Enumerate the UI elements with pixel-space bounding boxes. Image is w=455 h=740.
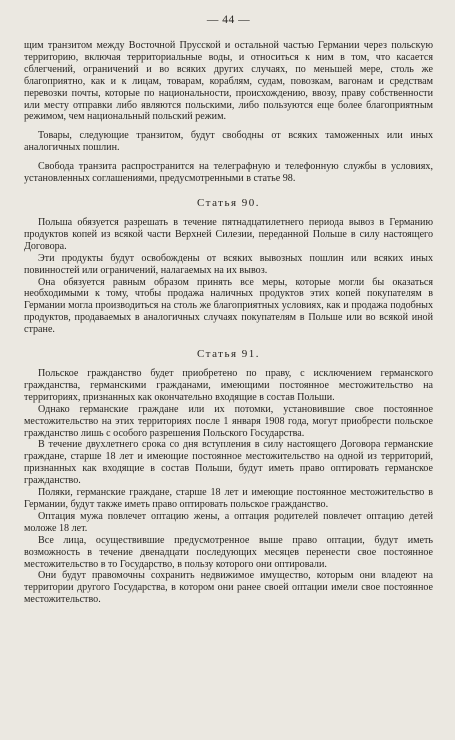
article-90-paragraph-1: Польша обязуется разрешать в течение пятнадцатилетнего периода вывоз в Германию продуктов копей из всякой части Верхней Силезии, переданной Польше в силу настоящего Договора. <box>24 216 433 252</box>
article-91-paragraph-7: Они будут правомочны сохранить недвижимое имущество, которым они владеют на территории другого Государства, в котором они ранее своей оптации имели свое постоянное местожительство. <box>24 570 433 606</box>
article-91-paragraph-4: Поляки, германские граждане, старше 18 лет и имеющие постоянное местожительство в Германии, будут также иметь право оптировать польское гражданство. <box>24 487 433 510</box>
article-91-paragraph-6: Все лица, осуществившие предусмотренное выше право оптации, будут иметь возможность в течение двенадцати последующих месяцев перенести свое постоянное местожительство в то Государство, в пользу которого они оптировали. <box>24 534 433 570</box>
page-number: — 44 — <box>206 14 251 26</box>
article-91-paragraph-2: Однако германские граждане или их потомки, установившие свое постоянное местожительство на этих территориях после 1 января 1908 года, могут приобрести польское гражданство лишь с особого разрешения Польского Государства. <box>24 403 433 439</box>
intro-paragraph-3: Свобода транзита распространится на телеграфную и телефонную службы в условиях, установленных соглашениями, предусмотренными в статье 98. <box>24 161 433 185</box>
intro-paragraph-2: Товары, следующие транзитом, будут свободны от всяких таможенных или иных аналогичных пошлин. <box>24 130 433 154</box>
article-90-paragraph-2: Эти продукты будут освобождены от всяких вывозных пошлин или всяких иных повинностей или ограничений, налагаемых на их вывоз. <box>24 252 433 276</box>
article-90-title: Статья 90. <box>196 196 261 209</box>
article-91-paragraph-1: Польское гражданство будет приобретено по праву, с исключением германского гражданства, германскими гражданами, имеющими постоянное местожительство на территориях, признанных как окончательно входящие в состав Польши. <box>24 368 433 403</box>
article-91-paragraph-3: В течение двухлетнего срока со дня вступления в силу настоящего Договора германские граждане, старше 18 лет и имеющие постоянное местожительство на одной из территорий, признанных как входящие в состав Польши, будут иметь право оптировать германское гражданство. <box>24 439 433 487</box>
article-91-paragraph-5: Оптация мужа повлечет оптацию жены, а оптация родителей повлечет оптацию детей моложе 18 лет. <box>24 510 433 534</box>
intro-paragraph-1: щим транзитом между Восточной Прусской и остальной частью Германии через польскую территорию, включая территориальные воды, и относиться к ним в том, что касается сблегчений, ограничений и во всяких других случаях, по меньшей мере, столь же благоприятно, как и к лицам, товарам, кораблям, судам, повозкам, вагонам и средствам перевозки почты, которые по национальности, происхождению, ввозу, праву собственности или месту отправки либо являются польскими, либо пользуются еще более благоприятным режимом, чем национальный польский режим. <box>24 40 433 123</box>
article-90-paragraph-3: Она обязуется равным образом принять все меры, которые могли бы оказаться необходимыми к тому, чтобы продажа наличных продуктов этих копей покупателям в Германии могла производиться на столь же благоприятных условиях, как и продажа подобных продуктов, продаваемых в аналогичных случаях покупателям в Польше или во всякой иной стране. <box>24 276 433 336</box>
article-91-title: Статья 91. <box>196 348 261 361</box>
